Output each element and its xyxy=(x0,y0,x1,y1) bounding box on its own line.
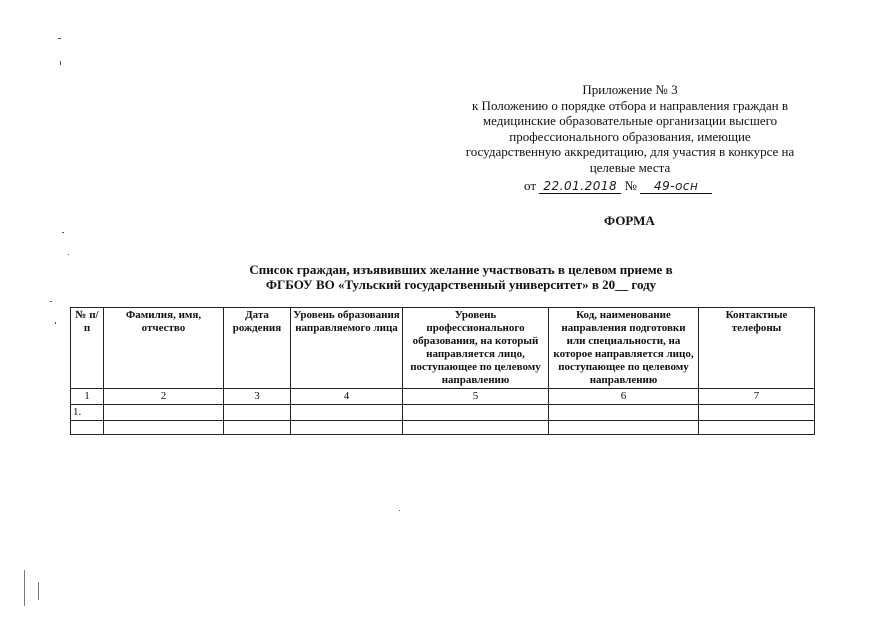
column-number-cell: 1 xyxy=(71,389,104,405)
form-label: ФОРМА xyxy=(604,213,655,228)
list-title-line: Список граждан, изъявивших желание участвовать в целевом приеме в xyxy=(249,262,673,277)
header-cell-education-level: Уровень образования направляемого лица xyxy=(291,308,403,389)
table-cell xyxy=(224,421,291,435)
header-cell-number: № п/п xyxy=(71,308,104,389)
scan-edge-line xyxy=(24,570,25,606)
scan-speck xyxy=(50,301,52,302)
table-cell xyxy=(71,421,104,435)
appendix-line: медицинские образовательные организации высшего xyxy=(482,113,778,129)
table-cell xyxy=(549,421,699,435)
order-number-handwritten: 49-осн xyxy=(640,180,712,194)
table-cell xyxy=(104,405,224,421)
table-cell xyxy=(699,405,815,421)
applicants-table xyxy=(70,307,815,435)
appendix-line: Приложение № 3 xyxy=(582,82,678,97)
order-number-label: № xyxy=(624,178,637,193)
order-date-handwritten: 22.01.2018 xyxy=(539,180,621,194)
table-cell xyxy=(403,405,549,421)
appendix-header xyxy=(430,82,830,176)
table-row xyxy=(71,405,815,421)
table-header-row xyxy=(71,308,815,389)
column-number-cell: 6 xyxy=(549,389,699,405)
order-from-label: от xyxy=(524,178,537,193)
table-cell xyxy=(699,421,815,435)
column-number-cell: 5 xyxy=(403,389,549,405)
scan-edge-line xyxy=(38,582,39,600)
appendix-line: профессионального образования, имеющие xyxy=(509,128,751,144)
order-reference xyxy=(524,178,712,194)
table-cell xyxy=(549,405,699,421)
header-cell-birth-date: Дата рождения xyxy=(224,308,291,389)
column-number-cell: 4 xyxy=(291,389,403,405)
scan-speck xyxy=(399,510,400,511)
scan-speck xyxy=(68,254,69,255)
header-cell-professional-level: Уровень профессионального образования, на который направляется лицо, поступающее по целевому направлению xyxy=(403,308,549,389)
scan-speck xyxy=(55,322,56,324)
list-title-line: ФГБОУ ВО «Тульский государственный университет» в 20__ году xyxy=(265,277,657,292)
column-number-cell: 7 xyxy=(699,389,815,405)
appendix-line: к Положению о порядке отбора и направления граждан в xyxy=(471,97,789,113)
appendix-line: государственную аккредитацию, для участия в конкурсе на xyxy=(465,144,795,160)
column-number-cell: 2 xyxy=(104,389,224,405)
header-cell-full-name: Фамилия, имя, отчество xyxy=(104,308,224,389)
appendix-line: целевые места xyxy=(589,159,671,175)
header-cell-phones: Контактные телефоны xyxy=(699,308,815,389)
scan-speck xyxy=(58,38,61,39)
table-row xyxy=(71,421,815,435)
table-cell: 1. xyxy=(71,405,104,421)
column-number-cell: 3 xyxy=(224,389,291,405)
scan-speck xyxy=(60,61,61,65)
table-cell xyxy=(291,405,403,421)
table-cell xyxy=(104,421,224,435)
list-title xyxy=(206,262,716,292)
table-cell xyxy=(291,421,403,435)
column-number-row xyxy=(71,389,815,405)
table-cell xyxy=(224,405,291,421)
header-cell-specialty-code: Код, наименование направления подготовки или специальности, на которое направляется лицо, поступающее по целевому направлению xyxy=(549,308,699,389)
scan-speck xyxy=(62,232,64,233)
table-cell xyxy=(403,421,549,435)
